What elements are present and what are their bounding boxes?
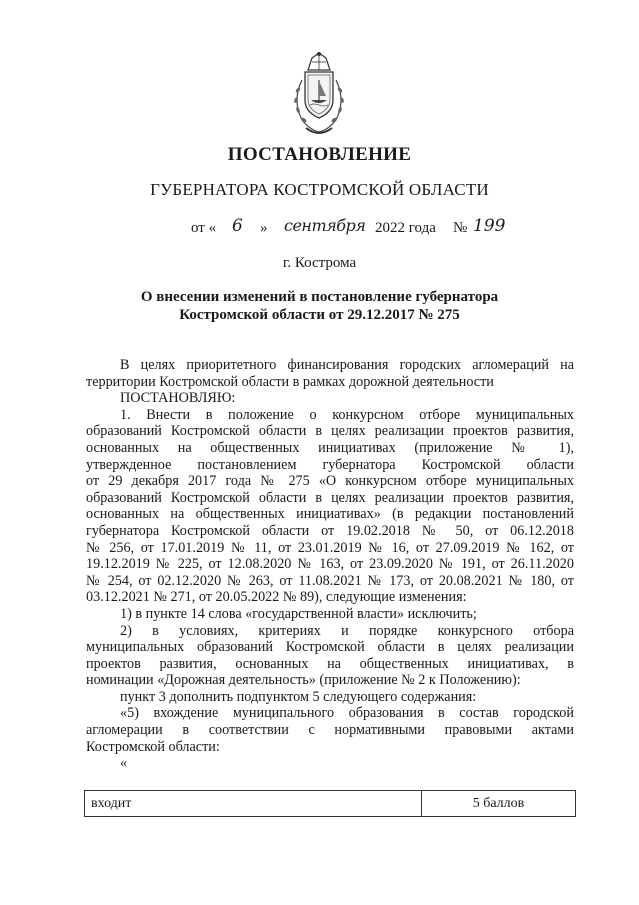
body-line: 19.12.2019 № 225, от 12.08.2020 № 163, от 23.09.2020 № 191, от 26.11.2020	[86, 556, 574, 573]
city-line: г. Кострома	[282, 255, 357, 271]
body-line: № 254, от 02.12.2020 № 263, от 11.08.2021 № 173, от 20.08.2021 № 180, от	[86, 572, 574, 589]
table-cell-criterion: входит	[85, 791, 422, 817]
document-body	[86, 357, 574, 772]
date-number-line	[0, 216, 639, 242]
body-line: 2) в условиях, критериях и порядке конкурсного отбора	[120, 622, 574, 639]
body-line: № 256, от 17.01.2019 № 11, от 23.01.2019 № 16, от 27.09.2019 № 162, от	[86, 539, 574, 556]
body-line: Костромской области:	[86, 738, 220, 755]
handwritten-month: сентября	[284, 216, 366, 235]
number-sign: №	[453, 220, 468, 236]
body-line: пункт 3 дополнить подпунктом 5 следующего содержания:	[120, 688, 477, 705]
body-line: «5) вхождение муниципального образования в состав городской	[120, 705, 574, 722]
handwritten-day: 6	[232, 216, 243, 236]
table-cell-score: 5 баллов	[422, 791, 576, 817]
table-row	[85, 791, 576, 817]
subject-line-2: Костромской области от 29.12.2017 № 275	[179, 307, 460, 323]
body-line: основанных на общественных инициативах» (в редакции постановлений	[86, 506, 574, 523]
body-line: 03.12.2021 № 271, от 20.05.2022 № 89), следующие изменения:	[86, 589, 467, 606]
body-line: от 29 декабря 2017 года № 275 «О конкурсном отборе муниципальных	[86, 473, 574, 490]
date-quote-close: »	[260, 220, 268, 236]
subject-line-1: О внесении изменений в постановление губернатора	[140, 289, 499, 305]
date-prefix: от «	[191, 220, 217, 236]
document-subject	[0, 288, 639, 324]
body-line: образований Костромской области в целях реализации проектов развития,	[86, 489, 574, 506]
body-line: 1. Внести в положение о конкурсном отборе муниципальных	[120, 406, 574, 423]
body-line: номинации «Дорожная деятельность» (приложение № 2 к Положению):	[86, 672, 521, 689]
body-line: основанных на общественных инициативах (приложение № 1),	[86, 439, 574, 456]
date-year: 2022 года	[375, 220, 436, 236]
body-line: образований Костромской области в целях реализации проектов развития,	[86, 423, 574, 440]
body-line: территории Костромской области в рамках дорожной деятельности	[86, 373, 494, 390]
body-line: ПОСТАНОВЛЯЮ:	[120, 390, 236, 407]
criteria-table	[84, 790, 576, 817]
body-line: В целях приоритетного финансирования городских агломераций на	[120, 357, 574, 373]
body-line: муниципальных образований Костромской области в целях реализации	[86, 639, 574, 656]
body-line: агломерации в соответствии с нормативными правовыми актами	[86, 722, 574, 739]
body-line: проектов развития, основанных на общественных инициативах, в	[86, 655, 574, 672]
body-line: утвержденное постановлением губернатора Костромской области	[86, 456, 574, 473]
coat-of-arms-emblem	[288, 50, 350, 140]
body-line: 1) в пункте 14 слова «государственной власти» исключить;	[120, 605, 477, 622]
document-title: ПОСТАНОВЛЕНИЕ	[227, 144, 412, 165]
handwritten-number: 199	[473, 216, 506, 236]
body-line: губернатора Костромской области от 19.02.2018 № 50, от 06.12.2018	[86, 522, 574, 539]
issuing-authority: ГУБЕРНАТОРА КОСТРОМСКОЙ ОБЛАСТИ	[150, 180, 489, 199]
body-line: «	[120, 755, 128, 772]
